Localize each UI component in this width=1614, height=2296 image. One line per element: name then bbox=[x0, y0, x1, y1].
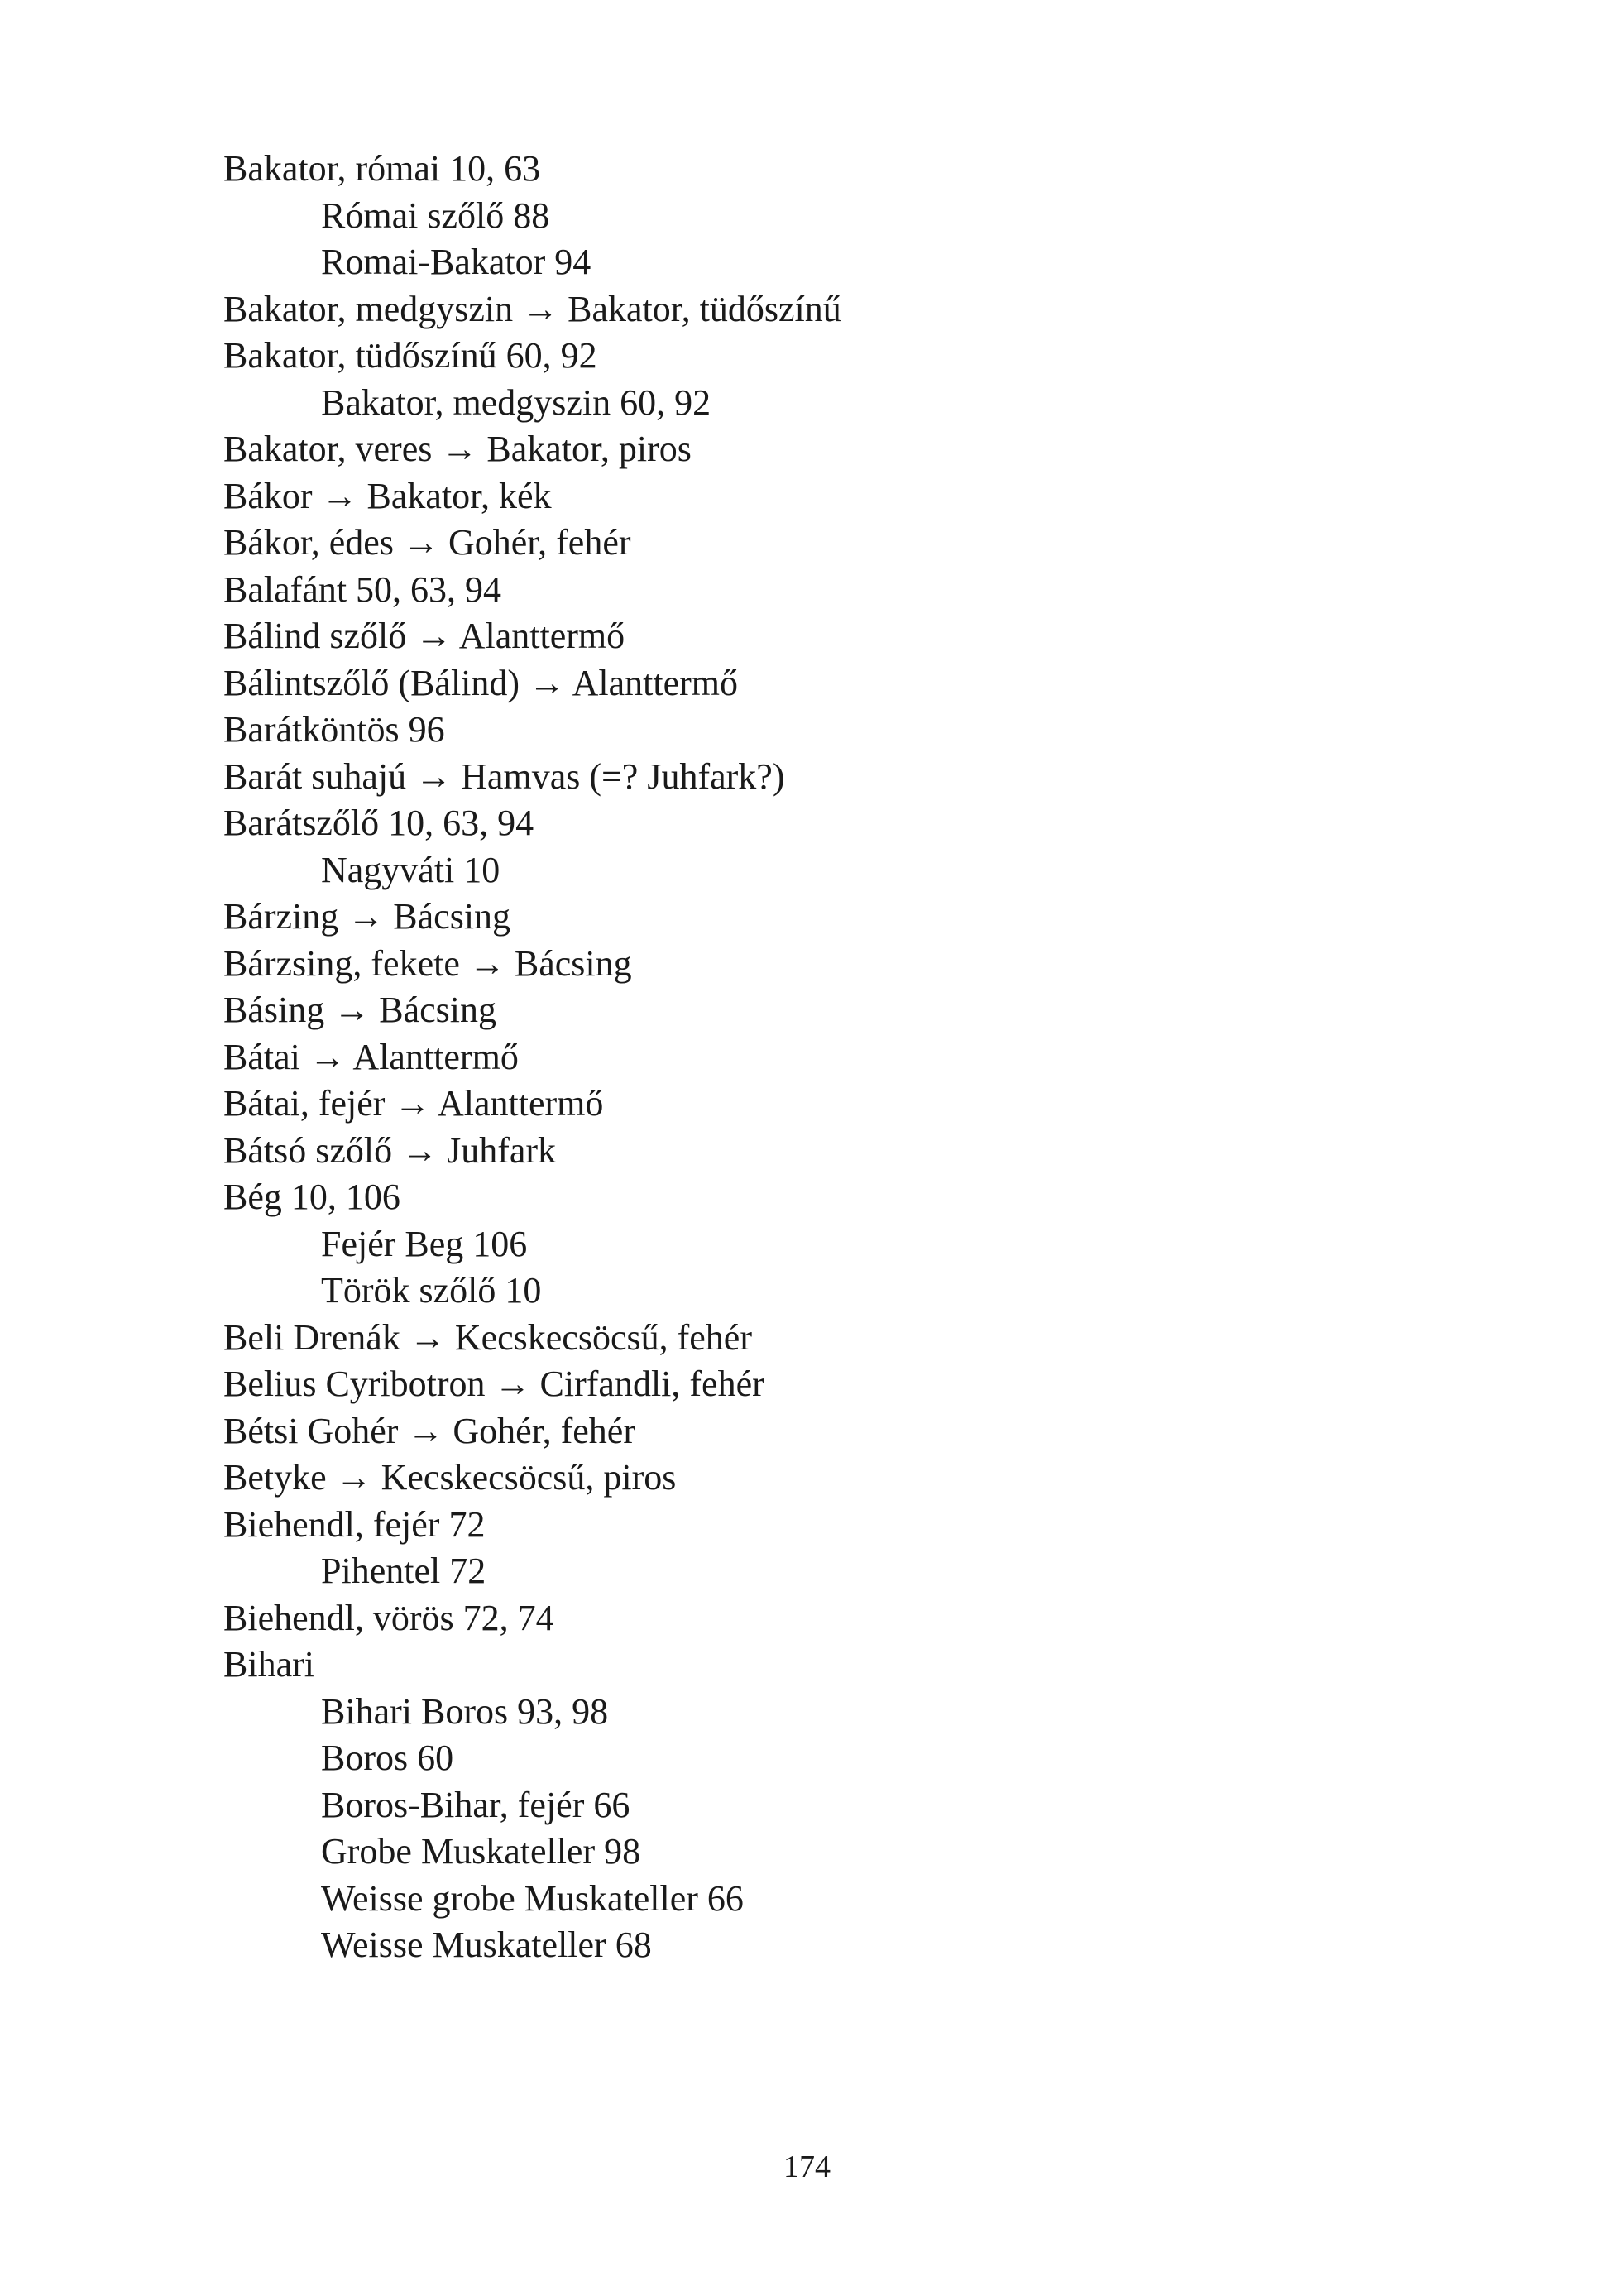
index-subentry: Nagyváti 10 bbox=[321, 849, 500, 890]
index-entry: Bakator, tüdőszínű 60, 92 bbox=[223, 335, 597, 376]
index-list bbox=[223, 146, 1464, 1969]
index-entry: Belius Cyribotron → Cirfandli, fehér bbox=[223, 1364, 764, 1404]
index-entry: Barátköntös 96 bbox=[223, 709, 445, 750]
index-entry: Básing → Bácsing bbox=[223, 990, 496, 1030]
page-number: 174 bbox=[783, 2150, 831, 2184]
index-subentry: Boros 60 bbox=[321, 1738, 454, 1778]
index-subentry: Török szőlő 10 bbox=[321, 1270, 542, 1311]
index-entry: Bárzsing, fekete → Bácsing bbox=[223, 942, 632, 984]
index-entry: Bég 10, 106 bbox=[223, 1177, 400, 1217]
index-entry: Biehendl, fejér 72 bbox=[223, 1503, 486, 1545]
index-entry: Bálind szőlő → Alanttermő bbox=[223, 616, 625, 656]
index-entry: Bátsó szőlő → Juhfark bbox=[223, 1129, 557, 1171]
index-subentry: Római szőlő 88 bbox=[321, 194, 550, 236]
index-entry: Bakator, római 10, 63 bbox=[223, 148, 541, 189]
index-subentry: Grobe Muskateller 98 bbox=[321, 1831, 641, 1872]
index-entry: Bihari bbox=[223, 1644, 314, 1685]
index-entry: Betyke → Kecskecsöcsű, piros bbox=[223, 1457, 677, 1498]
index-entry: Bákor → Bakator, kék bbox=[223, 475, 552, 516]
index-subentry: Fejér Beg 106 bbox=[321, 1223, 528, 1264]
index-entry: Bétsi Gohér → Gohér, fehér bbox=[223, 1410, 635, 1451]
index-entry: Bátai, fejér → Alanttermő bbox=[223, 1083, 604, 1124]
index-entry: Bálintszőlő (Bálind) → Alanttermő bbox=[223, 662, 739, 703]
index-entry: Bátai → Alanttermő bbox=[223, 1036, 519, 1077]
index-entry: Beli Drenák → Kecskecsöcsű, fehér bbox=[223, 1316, 752, 1358]
index-entry: Biehendl, vörös 72, 74 bbox=[223, 1597, 554, 1638]
index-entry: Barát suhajú → Hamvas (=? Juhfark?) bbox=[223, 755, 785, 797]
index-subentry: Weisse Muskateller 68 bbox=[321, 1925, 652, 1965]
index-entry: Balafánt 50, 63, 94 bbox=[223, 568, 502, 610]
index-subentry: Boros-Bihar, fejér 66 bbox=[321, 1784, 630, 1825]
index-subentry: Bihari Boros 93, 98 bbox=[321, 1690, 609, 1732]
index-subentry: Pihentel 72 bbox=[321, 1551, 486, 1591]
index-entry: Bakator, medgyszin → Bakator, tüdőszínű bbox=[223, 288, 841, 329]
index-entry: Bárzing → Bácsing bbox=[223, 896, 511, 937]
index-subentry: Bakator, medgyszin 60, 92 bbox=[321, 381, 711, 423]
index-subentry: Romai-Bakator 94 bbox=[321, 242, 591, 282]
index-entry: Barátszőlő 10, 63, 94 bbox=[223, 803, 534, 843]
index-entry: Bákor, édes → Gohér, fehér bbox=[223, 522, 631, 563]
index-subentry: Weisse grobe Muskateller 66 bbox=[321, 1877, 744, 1919]
index-entry: Bakator, veres → Bakator, piros bbox=[223, 429, 692, 469]
